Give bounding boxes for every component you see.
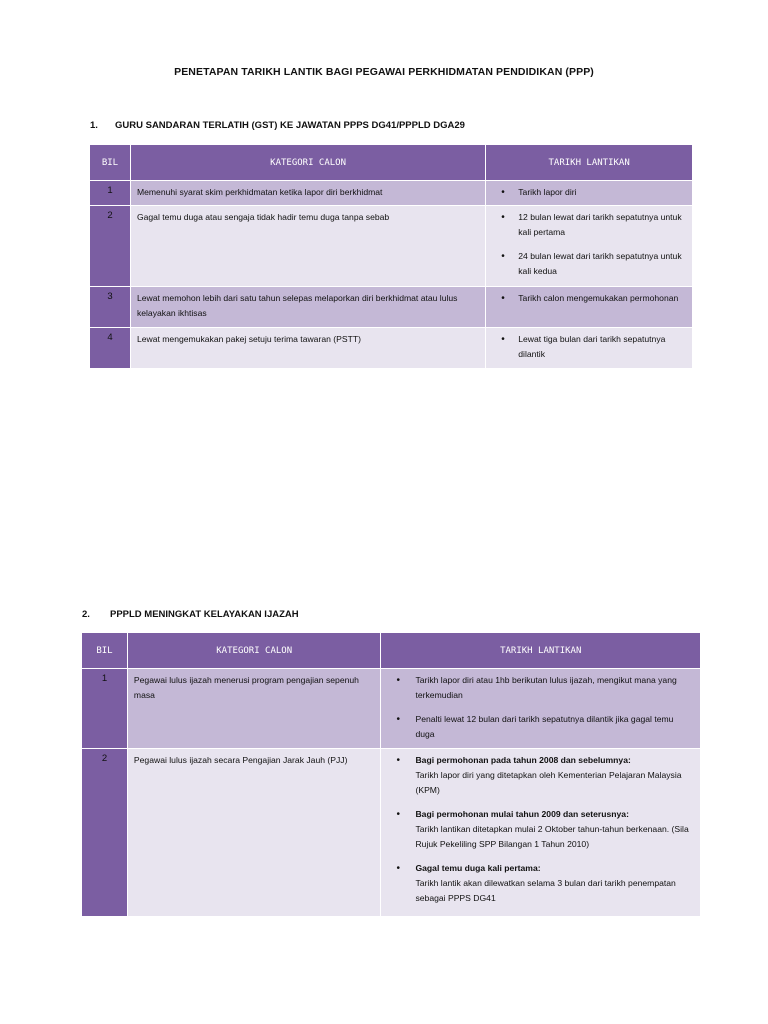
kategori-cell: Lewat mengemukakan pakej setuju terima tawaran (PSTT) [130, 328, 485, 369]
kategori-cell: Gagal temu duga atau sengaja tidak hadir temu duga tanpa sebab [130, 206, 485, 287]
tarikh-cell [486, 328, 693, 369]
row-number: 1 [82, 669, 128, 749]
item-text: Tarikh lantikan ditetapkan mulai 2 Oktober tahun-tahun berkenaan. (Sila Rujuk Pekeliling SPP Bilangan 1 Tahun 2010) [415, 824, 689, 849]
column-header-bil: BIL [82, 633, 128, 669]
tarikh-cell [486, 181, 693, 206]
tarikh-cell [486, 287, 693, 328]
section-title: GURU SANDARAN TERLATIH (GST) KE JAWATAN PPPS DG41/PPPLD DGA29 [115, 120, 465, 131]
table-1 [89, 144, 693, 369]
column-header-kategori: KATEGORI CALON [130, 145, 485, 181]
row-number: 1 [90, 181, 131, 206]
column-header-bil: BIL [90, 145, 131, 181]
item-text: Tarikh lantik akan dilewatkan selama 3 bulan dari tarikh penempatan sebagai PPPS DG41 [415, 878, 676, 903]
section-number: 2. [82, 609, 90, 620]
row-number: 2 [82, 749, 128, 917]
item-heading: • Bagi permohonan mulai tahun 2009 dan seterusnya: [415, 809, 629, 819]
kategori-cell: Pegawai lulus ijazah menerusi program pengajian sepenuh masa [127, 669, 381, 749]
page-title: PENETAPAN TARIKH LANTIK BAGI PEGAWAI PERKHIDMATAN PENDIDIKAN (PPP) [174, 66, 594, 78]
table-row [82, 669, 701, 749]
list-item: • Tarikh lapor diri atau 1hb berikutan lulus ijazah, mengikut mana yang terkemudian [387, 673, 694, 703]
tarikh-cell [381, 669, 701, 749]
list-item [387, 861, 694, 906]
list-item: • Lewat tiga bulan dari tarikh sepatutnya dilantik [492, 332, 686, 362]
table-row [90, 287, 693, 328]
row-number: 3 [90, 287, 131, 328]
kategori-cell: Pegawai lulus ijazah secara Pengajian Jarak Jauh (PJJ) [127, 749, 381, 917]
column-header-tarikh: TARIKH LANTIKAN [486, 145, 693, 181]
list-item: • 24 bulan lewat dari tarikh sepatutnya untuk kali kedua [492, 249, 686, 279]
tarikh-cell [486, 206, 693, 287]
kategori-cell: Memenuhi syarat skim perkhidmatan ketika lapor diri berkhidmat [130, 181, 485, 206]
row-number: 4 [90, 328, 131, 369]
list-item: • Tarikh calon mengemukakan permohonan [492, 291, 686, 306]
list-item [387, 753, 694, 798]
table-row [90, 181, 693, 206]
column-header-kategori: KATEGORI CALON [127, 633, 381, 669]
item-text: Tarikh lapor diri yang ditetapkan oleh Kementerian Pelajaran Malaysia (KPM) [415, 770, 682, 795]
table-2 [81, 632, 701, 917]
item-heading: • Bagi permohonan pada tahun 2008 dan sebelumnya: [415, 755, 631, 765]
list-item: • Tarikh lapor diri [492, 185, 686, 200]
section-number: 1. [90, 120, 98, 131]
row-number: 2 [90, 206, 131, 287]
section-2-heading [82, 609, 299, 620]
list-item: • Penalti lewat 12 bulan dari tarikh sepatutnya dilantik jika gagal temu duga [387, 712, 694, 742]
column-header-tarikh: TARIKH LANTIKAN [381, 633, 701, 669]
item-heading: • Gagal temu duga kali pertama: [415, 863, 541, 873]
table-row [82, 749, 701, 917]
list-item: • 12 bulan lewat dari tarikh sepatutnya untuk kali pertama [492, 210, 686, 240]
table-row [90, 206, 693, 287]
tarikh-cell [381, 749, 701, 917]
table-row [90, 328, 693, 369]
section-title: PPPLD MENINGKAT KELAYAKAN IJAZAH [110, 609, 299, 620]
list-item [387, 807, 694, 852]
kategori-cell: Lewat memohon lebih dari satu tahun selepas melaporkan diri berkhidmat atau lulus kelayakan ikhtisas [130, 287, 485, 328]
section-1-heading [90, 120, 465, 131]
